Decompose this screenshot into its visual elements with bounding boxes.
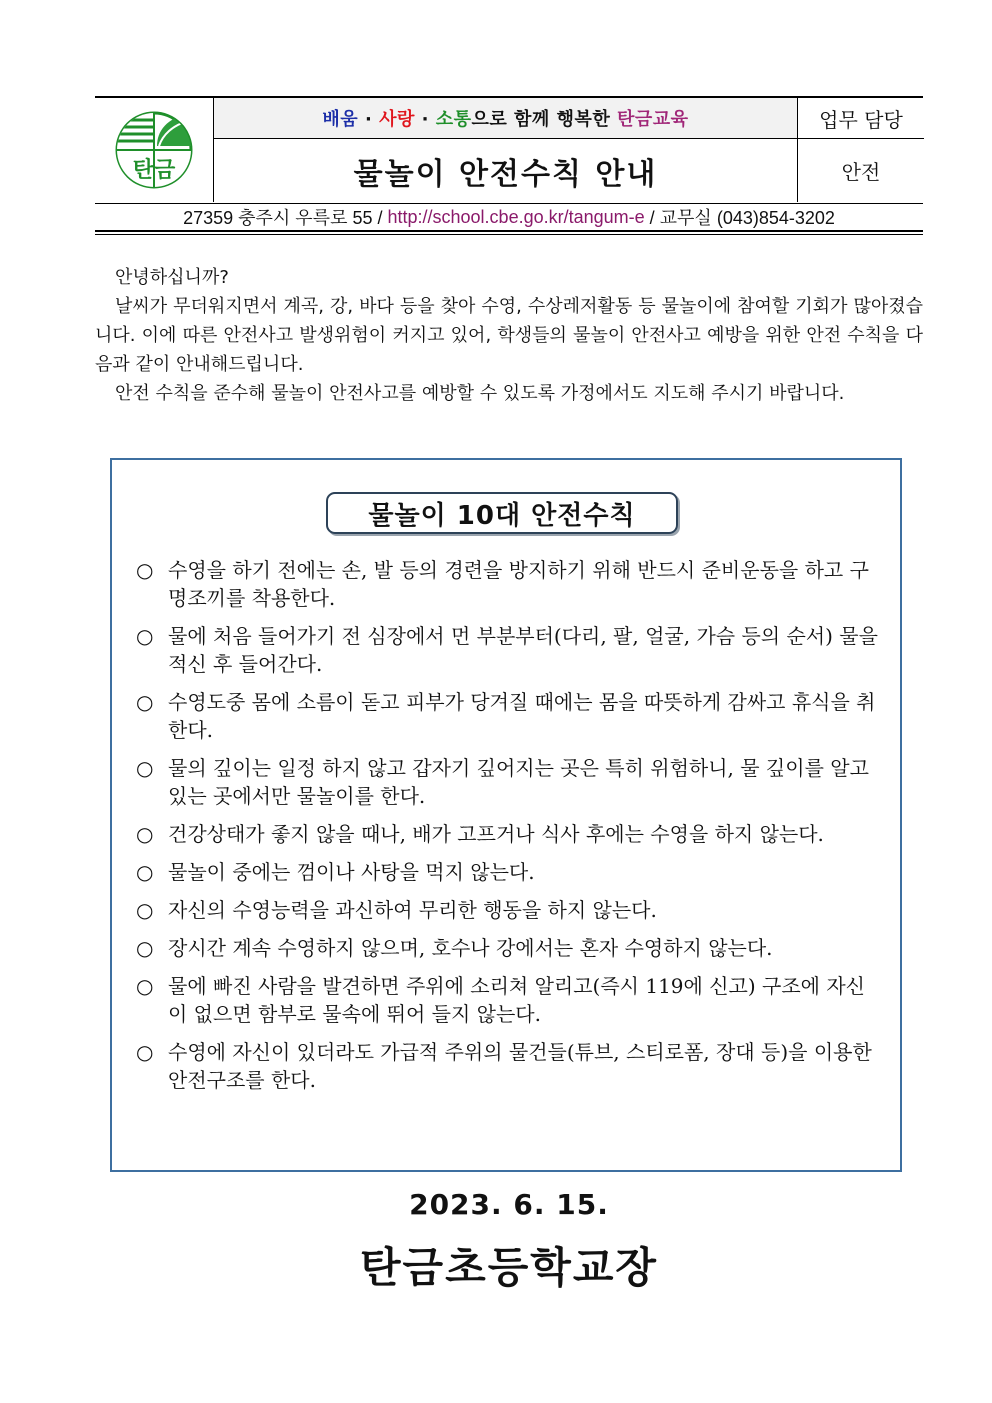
- circle-bullet-icon: ○: [136, 756, 154, 780]
- safety-rule: [136, 972, 884, 1028]
- circle-bullet-icon: ○: [136, 974, 154, 998]
- bottom-rule-thick: [95, 230, 923, 232]
- slogan-part: 소통: [435, 109, 472, 130]
- safety-rule: [136, 896, 884, 924]
- slogan-part: ·: [414, 109, 436, 130]
- school-slogan: [214, 98, 797, 139]
- slogan-text: [322, 105, 688, 131]
- intro-paragraph: 날씨가 무더워지면서 계곡, 강, 바다 등을 찾아 수영, 수상레저활동 등 물놀이에 참여할 기회가 많아졌습니다. 이에 따른 안전사고 발생위험이 커지고 있어, 학생들의 물놀이 안전사고 예방을 위한 안전 수칙을 다음과 같이 안내해드립니다.: [95, 296, 923, 375]
- slogan-part: 사랑: [379, 109, 415, 130]
- rule-text: 물놀이 중에는 껌이나 사탕을 먹지 않는다.: [168, 860, 535, 884]
- rule-text: 장시간 계속 수영하지 않으며, 호수나 강에서는 혼자 수영하지 않는다.: [168, 936, 773, 960]
- safety-rule: [136, 1038, 884, 1094]
- address-suffix: / 교무실 (043)854-3202: [644, 208, 835, 228]
- rule-text: 수영을 하기 전에는 손, 발 등의 경련을 방지하기 위해 반드시 준비운동을 하고 구명조끼를 착용한다.: [168, 558, 869, 610]
- slogan-part: ·: [358, 109, 380, 130]
- circle-bullet-icon: ○: [136, 822, 154, 846]
- slogan-part: 배움: [322, 109, 359, 130]
- circle-bullet-icon: ○: [136, 860, 154, 884]
- duty-value: 안전: [797, 139, 924, 202]
- safety-rules-box: [110, 458, 902, 1172]
- letterhead: [95, 96, 923, 236]
- slogan-part: 으로 함께 행복한: [471, 109, 618, 130]
- address-prefix: 27359 충주시 우륵로 55 /: [183, 208, 388, 228]
- safety-rule: [136, 934, 884, 962]
- rule-text: 물에 처음 들어가기 전 심장에서 먼 부분부터(다리, 팔, 얼굴, 가슴 등의 순서) 물을 적신 후 들어간다.: [168, 624, 878, 676]
- intro-request: 안전 수칙을 준수해 물놀이 안전사고를 예방할 수 있도록 가정에서도 지도해 주시기 바랍니다.: [115, 383, 845, 404]
- logo-text: 탄금: [132, 158, 176, 183]
- safety-rule: [136, 688, 884, 744]
- rule-text: 자신의 수영능력을 과신하여 무리한 행동을 하지 않는다.: [168, 898, 657, 922]
- slogan-part: 탄금교육: [617, 109, 689, 130]
- rule-text: 건강상태가 좋지 않을 때나, 배가 고프거나 식사 후에는 수영을 하지 않는다.: [168, 822, 824, 846]
- safety-rules-title: 물놀이 10대 안전수칙: [326, 492, 678, 534]
- duty-label: 업무 담당: [797, 98, 924, 139]
- safety-rules-list: [136, 556, 884, 1104]
- logo-cell: [95, 98, 214, 202]
- safety-rule: [136, 556, 884, 612]
- greeting: 안녕하십니까?: [115, 267, 229, 288]
- school-address: [95, 204, 923, 230]
- circle-bullet-icon: ○: [136, 624, 154, 648]
- safety-rule: [136, 754, 884, 810]
- document-title: 물놀이 안전수칙 안내: [353, 156, 658, 192]
- circle-bullet-icon: ○: [136, 690, 154, 714]
- issue-date: 2023. 6. 15.: [409, 1188, 609, 1221]
- circle-bullet-icon: ○: [136, 936, 154, 960]
- rule-text: 물의 깊이는 일정 하지 않고 갑자기 깊어지는 곳은 특히 위험하니, 물 깊이를 알고 있는 곳에서만 물놀이를 한다.: [168, 756, 869, 808]
- bottom-rule-thin: [95, 234, 923, 235]
- school-url-link[interactable]: http://school.cbe.go.kr/tangum-e: [387, 206, 645, 227]
- rule-text: 물에 빠진 사람을 발견하면 주위에 소리쳐 알리고(즉시 119에 신고) 구조에 자신이 없으면 함부로 물속에 뛰어 들지 않는다.: [168, 974, 865, 1026]
- rule-text: 수영에 자신이 있더라도 가급적 주위의 물건들(튜브, 스티로폼, 장대 등)을 이용한 안전구조를 한다.: [168, 1040, 872, 1092]
- rule-text: 수영도중 몸에 소름이 돋고 피부가 당겨질 때에는 몸을 따뜻하게 감싸고 휴식을 취한다.: [168, 690, 876, 742]
- safety-rule: [136, 820, 884, 848]
- circle-bullet-icon: ○: [136, 558, 154, 582]
- intro-section: [95, 263, 923, 408]
- school-logo: [113, 110, 195, 190]
- circle-bullet-icon: ○: [136, 1040, 154, 1064]
- principal-signature: 탄금초등학교장: [359, 1243, 658, 1292]
- circle-bullet-icon: ○: [136, 898, 154, 922]
- safety-rule: [136, 622, 884, 678]
- safety-rule: [136, 858, 884, 886]
